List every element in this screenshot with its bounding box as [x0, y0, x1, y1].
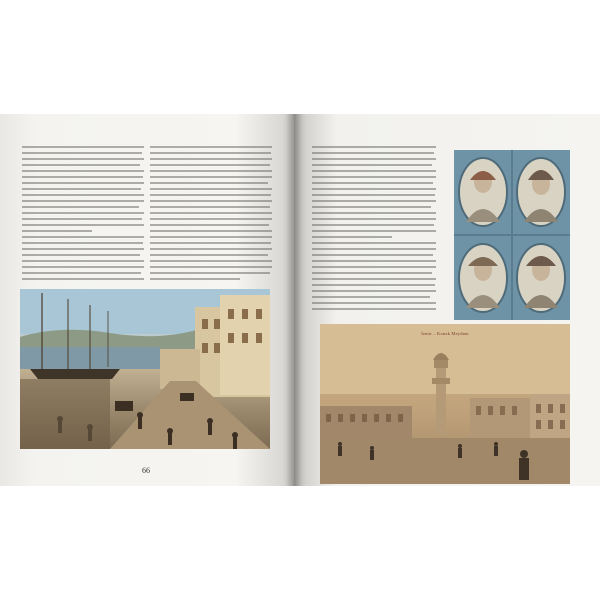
clock-tower-square-photo-icon: [320, 324, 570, 484]
harbor-street-photo: [20, 289, 270, 449]
left-page: [0, 114, 294, 486]
left-text-column-1: [22, 146, 144, 284]
portrait-medallions-icon: [454, 150, 570, 320]
right-text-column-1: [312, 146, 436, 310]
book-gutter: [286, 114, 302, 486]
square-photo-caption: İzmir – Konak Meydanı: [421, 331, 469, 336]
clock-tower-square-photo: [320, 324, 570, 484]
portrait-medallions-figure: [454, 150, 570, 320]
harbor-street-photo-icon: [20, 289, 270, 449]
page-number: 66: [142, 466, 150, 475]
left-text-column-2: [150, 146, 272, 284]
book-spread: [0, 114, 600, 486]
